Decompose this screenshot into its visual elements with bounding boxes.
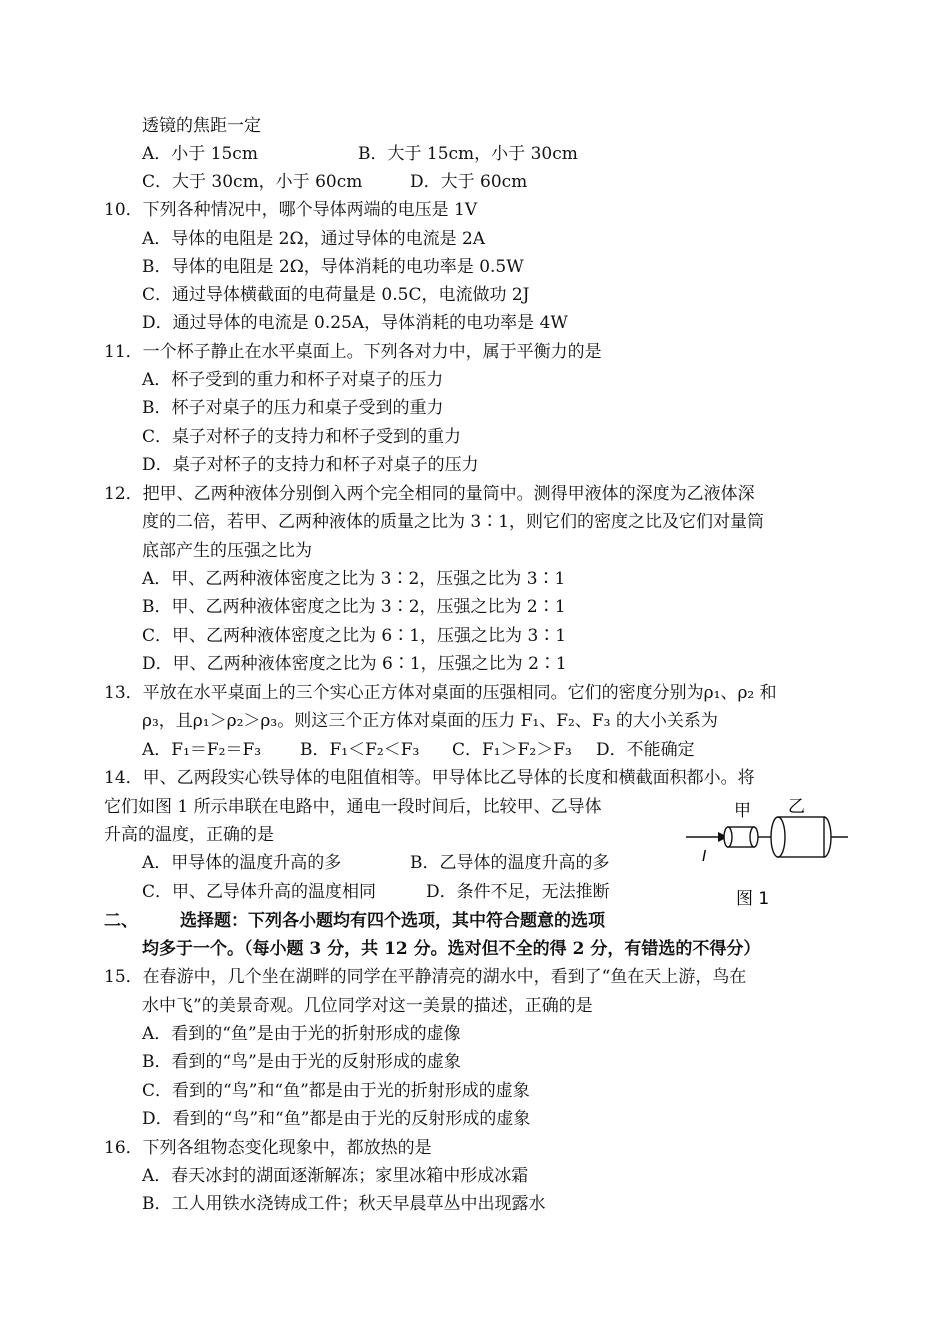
q12-stem-line2: 度的二倍，若甲、乙两种液体的质量之比为 3∶1，则它们的密度之比及它们对量筒 [142,512,765,532]
q16-option-a: A．春天冰封的湖面逐渐解冻；家里冰箱中形成冰霜 [142,1166,529,1186]
label-yi: 乙 [788,797,805,817]
q12-stem-line3: 底部产生的压强之比为 [142,541,312,561]
q14-stem-line1: 14．甲、乙两段实心铁导体的电阻值相等。甲导体比乙导体的长度和横截面积都小。将 [104,768,755,788]
q16-stem: 16．下列各组物态变化现象中，都放热的是 [104,1138,432,1158]
q14-option-c: C．甲、乙导体升高的温度相同 [142,882,377,902]
label-current: I [702,847,707,865]
section-2-number: 二、 [104,911,138,931]
q9-option-b: B．大于 15cm，小于 30cm [358,144,578,164]
q11-option-b: B．杯子对桌子的压力和桌子受到的重力 [142,398,444,418]
q12-option-c: C．甲、乙两种液体密度之比为 6∶1，压强之比为 3∶1 [142,626,567,646]
q14-option-a: A．甲导体的温度升高的多 [142,853,342,873]
q15-option-a: A．看到的“鱼”是由于光的折射形成的虚像 [142,1024,461,1044]
q9-option-c: C．大于 30cm，小于 60cm [142,172,363,192]
q12-option-d: D．甲、乙两种液体密度之比为 6∶1，压强之比为 2∶1 [142,654,567,674]
q15-stem-line2: 水中飞”的美景奇观。几位同学对这一美景的描述，正确的是 [142,996,593,1016]
q10-option-b: B．导体的电阻是 2Ω，导体消耗的电功率是 0.5W [142,257,524,277]
q11-option-a: A．杯子受到的重力和杯子对桌子的压力 [142,370,444,390]
q12-option-b: B．甲、乙两种液体密度之比为 3∶2，压强之比为 2∶1 [142,597,566,617]
section-2-title-line1: 选择题：下列各小题均有四个选项，其中符合题意的选项 [180,911,605,931]
q9-option-a: A．小于 15cm [142,144,258,164]
q12-option-a: A．甲、乙两种液体密度之比为 3∶2，压强之比为 3∶1 [142,569,566,589]
q11-option-c: C．桌子对杯子的支持力和杯子受到的重力 [142,427,462,447]
q14-stem-line2: 它们如图 1 所示串联在电路中，通电一段时间后，比较甲、乙导体 [104,797,602,817]
q15-option-b: B．看到的“鸟”是由于光的反射形成的虚象 [142,1052,461,1072]
conductor-yi-end-left [771,817,785,857]
q10-option-a: A．导体的电阻是 2Ω，通过导体的电流是 2A [142,229,486,249]
q9-stem-continuation: 透镜的焦距一定 [142,116,261,136]
q11-option-d: D．桌子对杯子的支持力和杯子对桌子的压力 [142,455,479,475]
q13-option-d: D．不能确定 [596,740,695,760]
q14-stem-line3: 升高的温度，正确的是 [104,825,274,845]
q13-option-c: C．F₁＞F₂＞F₃ [452,740,572,760]
conductor-jia-end-right [750,827,758,847]
q15-option-d: D．看到的“鸟”和“鱼”都是由于光的反射形成的虚象 [142,1109,531,1129]
q10-stem: 10．下列各种情况中，哪个导体两端的电压是 1V [104,200,478,220]
figure-1-series-conductors [682,796,852,916]
conductor-jia-end-left [724,827,732,847]
q9-option-d: D．大于 60cm [410,172,528,192]
conductor-yi-end-right [824,817,831,857]
q14-option-d: D．条件不足，无法推断 [426,882,610,902]
q15-option-c: C．看到的“鸟”和“鱼”都是由于光的折射形成的虚象 [142,1081,530,1101]
figure-1-caption: 图 1 [736,889,770,909]
q11-stem: 11．一个杯子静止在水平桌面上。下列各对力中，属于平衡力的是 [104,342,602,362]
q13-stem-line1: 13．平放在水平桌面上的三个实心正方体对桌面的压强相同。它们的密度分别为ρ₁、ρ₂ 和 [104,683,777,703]
label-jia: 甲 [734,801,751,821]
section-2-title-line2: 均多于一个。（每小题 3 分，共 12 分。选对但不全的得 2 分，有错选的不得分） [142,939,761,959]
q10-option-c: C．通过导体横截面的电荷量是 0.5C，电流做功 2J [142,285,530,305]
q13-option-a: A．F₁＝F₂＝F₃ [142,740,262,760]
q12-stem-line1: 12．把甲、乙两种液体分别倒入两个完全相同的量筒中。测得甲液体的深度为乙液体深 [104,484,755,504]
q15-stem-line1: 15．在春游中，几个坐在湖畔的同学在平静清亮的湖水中，看到了“鱼在天上游，鸟在 [104,967,747,987]
q16-option-b: B．工人用铁水浇铸成工件；秋天早晨草丛中出现露水 [142,1194,546,1214]
q13-stem-line2: ρ₃，且ρ₁＞ρ₂＞ρ₃。则这三个正方体对桌面的压力 F₁、F₂、F₃ 的大小关系为 [142,711,718,731]
q14-option-b: B．乙导体的温度升高的多 [410,853,610,873]
q10-option-d: D．通过导体的电流是 0.25A，导体消耗的电功率是 4W [142,313,568,333]
q13-option-b: B．F₁＜F₂＜F₃ [300,740,420,760]
